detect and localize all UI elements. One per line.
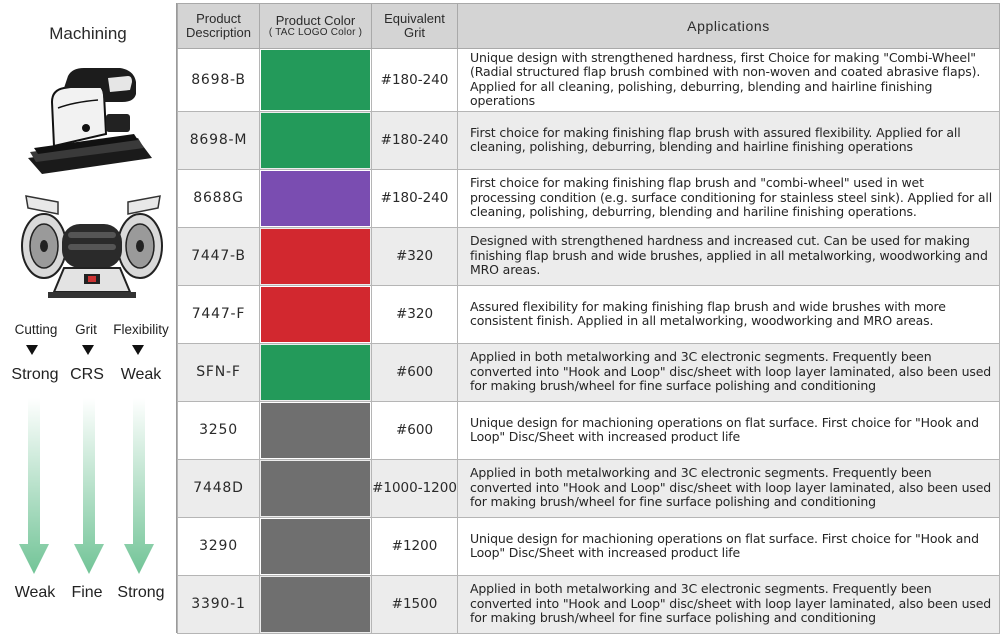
- color-swatch: [261, 345, 370, 400]
- equivalent-grit: #320: [372, 227, 458, 285]
- product-code: 8688G: [178, 169, 260, 227]
- cutting-top-value: Strong: [11, 366, 59, 383]
- color-swatch: [261, 171, 370, 226]
- machining-panel: [0, 0, 176, 636]
- product-code: 8698-M: [178, 111, 260, 169]
- equivalent-grit: #180-240: [372, 169, 458, 227]
- table-header-row: [178, 4, 1000, 49]
- product-code: 3250: [178, 401, 260, 459]
- application-text: Applied in both metalworking and 3C electronic segments. Frequently been converted into "Hook and Loop" disc/sheet with loop layer laminated, also been used for making brush/wheel for fine surface polishing and conditioning: [458, 343, 1000, 401]
- table-row: [178, 285, 1000, 343]
- equivalent-grit: #180-240: [372, 111, 458, 169]
- product-color-cell: [260, 285, 372, 343]
- equivalent-grit: #1500: [372, 575, 458, 633]
- flexibility-triangle-icon: [132, 345, 144, 355]
- equivalent-grit: #180-240: [372, 49, 458, 112]
- product-code: 3390-1: [178, 575, 260, 633]
- grit-bottom-value: Fine: [71, 584, 103, 601]
- table-row: [178, 227, 1000, 285]
- table-row: [178, 169, 1000, 227]
- product-table-container: [176, 3, 998, 633]
- header-product-description: Product Description: [178, 4, 260, 49]
- header-applications: Applications: [458, 4, 1000, 49]
- table-row: [178, 401, 1000, 459]
- color-swatch: [261, 50, 370, 110]
- application-text: Unique design for machioning operations on flat surface. First choice for "Hook and Loop" Disc/Sheet with increased product life: [458, 401, 1000, 459]
- color-swatch: [261, 229, 370, 284]
- property-headers: [0, 322, 176, 342]
- cutting-triangle-icon: [26, 345, 38, 355]
- application-text: First choice for making finishing flap brush and "combi-wheel" used in wet processing condition (e.g. surface conditioning for stainless steel sink). Applied for all cleaning, polishing, deburring, blending and hariline finishing operations.: [458, 169, 1000, 227]
- equivalent-grit: #1000-1200: [372, 459, 458, 517]
- product-code: SFN-F: [178, 343, 260, 401]
- application-text: Applied in both metalworking and 3C electronic segments. Frequently been converted into "Hook and Loop" disc/sheet with loop layer laminated, also been used for making brush/wheel for fine surface polishing and conditioning: [458, 575, 1000, 633]
- table-body: [178, 49, 1000, 634]
- table-row: [178, 111, 1000, 169]
- equivalent-grit: #320: [372, 285, 458, 343]
- color-swatch: [261, 519, 370, 574]
- cutting-bottom-value: Weak: [14, 584, 56, 601]
- color-swatch: [261, 461, 370, 516]
- product-table: [177, 3, 1000, 634]
- product-color-cell: [260, 401, 372, 459]
- table-row: [178, 517, 1000, 575]
- bench-grinder-icon: [18, 192, 166, 304]
- application-text: Applied in both metalworking and 3C electronic segments. Frequently been converted into "Hook and Loop" disc/sheet with loop layer laminated, also been used for making brush/wheel for fine surface polishing and conditioning: [458, 459, 1000, 517]
- property-bottom-values: [0, 584, 176, 606]
- flexibility-top-value: Weak: [120, 366, 162, 383]
- grit-triangle-icon: [82, 345, 94, 355]
- header-product-color: [260, 4, 372, 49]
- product-color-cell: [260, 343, 372, 401]
- table-row: [178, 459, 1000, 517]
- machining-title: Machining: [49, 24, 127, 43]
- product-color-cell: [260, 169, 372, 227]
- application-text: First choice for making finishing flap brush with assured flexibility. Applied for all cleaning, polishing, deburring, blending and hairline finishing operations: [458, 111, 1000, 169]
- flexibility-header: Flexibility: [113, 322, 169, 337]
- header-equivalent-grit: Equivalent Grit: [372, 4, 458, 49]
- table-row: [178, 49, 1000, 112]
- product-code: 7448D: [178, 459, 260, 517]
- equivalent-grit: #600: [372, 401, 458, 459]
- product-color-cell: [260, 227, 372, 285]
- table-row: [178, 575, 1000, 633]
- flexibility-bottom-value: Strong: [117, 584, 165, 601]
- grit-arrow-icon: [74, 398, 104, 574]
- color-swatch: [261, 287, 370, 342]
- property-top-values: [0, 366, 176, 388]
- product-color-cell: [260, 49, 372, 112]
- application-text: Assured flexibility for making finishing flap brush and wide brushes with more consistent finish. Applied in all metalworking, woodworking and MRO areas.: [458, 285, 1000, 343]
- equivalent-grit: #1200: [372, 517, 458, 575]
- application-text: Unique design for machioning operations on flat surface. First choice for "Hook and Loop" Disc/Sheet with increased product life: [458, 517, 1000, 575]
- equivalent-grit: #600: [372, 343, 458, 401]
- product-code: 7447-B: [178, 227, 260, 285]
- flexibility-arrow-icon: [124, 398, 154, 574]
- product-color-cell: [260, 111, 372, 169]
- header-product-color-subtitle: ( TAC LOGO Color ): [268, 26, 363, 38]
- table-row: [178, 343, 1000, 401]
- product-color-cell: [260, 517, 372, 575]
- header-product-color-title: Product Color: [275, 12, 356, 28]
- application-text: Designed with strengthened hardness and increased cut. Can be used for making finishing flap brush and wide brushes, applied in all metalworking, woodworking and MRO areas.: [458, 227, 1000, 285]
- product-color-cell: [260, 459, 372, 517]
- color-swatch: [261, 403, 370, 458]
- product-code: 8698-B: [178, 49, 260, 112]
- orbital-sander-icon: [24, 62, 154, 180]
- cutting-header: Cutting: [14, 322, 58, 337]
- color-swatch: [261, 577, 370, 632]
- product-code: 7447-F: [178, 285, 260, 343]
- application-text: Unique design with strengthened hardness, first Choice for making "Combi-Wheel" (Radial structured flap brush combined with non-woven and coated abrasive flaps). Applied for all cleaning, polishing, deburring, blending and hairline finishing operations: [458, 49, 1000, 112]
- cutting-arrow-icon: [19, 398, 49, 574]
- product-code: 3290: [178, 517, 260, 575]
- grit-header: Grit: [75, 322, 97, 337]
- grit-top-value: CRS: [70, 366, 104, 383]
- product-color-cell: [260, 575, 372, 633]
- color-swatch: [261, 113, 370, 168]
